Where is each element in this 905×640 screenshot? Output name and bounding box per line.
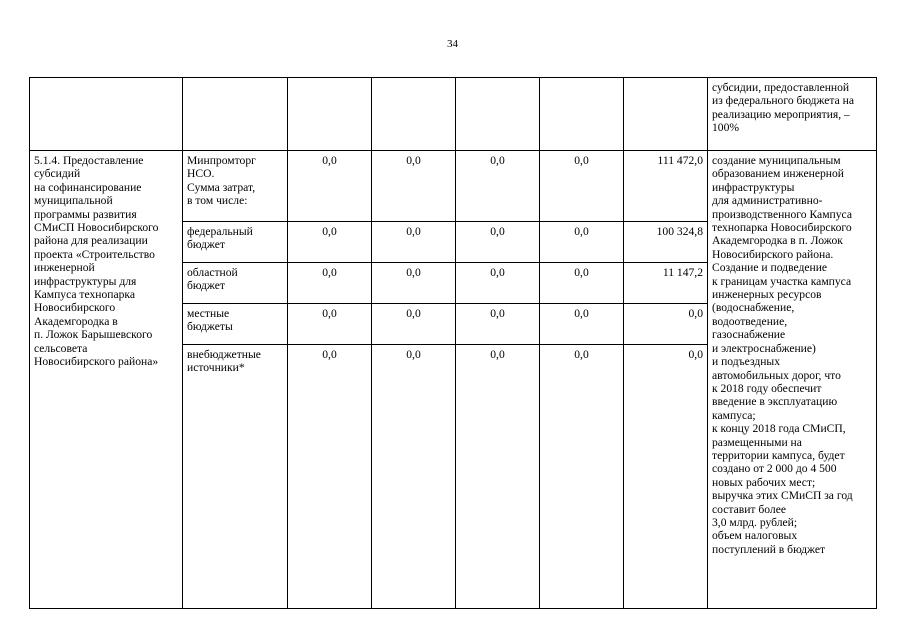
measure-result-cell: создание муниципальным образованием инженерной инфраструктуры для административно- производственного Кампуса технопарка Новосибирского Академгородка в п. Ложок Новосибирского района. Создание и подведение к границам участка кампуса инженерных ресурсов (водоснабжение, водоотведение, газоснабжение и электроснабжение) и подъездных автомобильных дорог, что к 2018 году обеспечит введение в эксплуатацию кампуса; к концу 2018 года СМиСП, размещенными на территории кампуса, будет создано от 2 000 до 4 500 новых рабочих мест; выручка этих СМиСП за год составит более 3,0 млрд. рублей; объем налоговых поступлений в бюджет xyxy=(708,151,877,609)
value-cell: 0,0 xyxy=(288,304,372,345)
table-cell xyxy=(372,78,456,151)
table-row-total xyxy=(30,151,877,222)
value-cell: 111 472,0 xyxy=(624,151,708,222)
value-cell: 0,0 xyxy=(456,345,540,609)
value-cell: 0,0 xyxy=(288,263,372,304)
value-cell: 0,0 xyxy=(372,263,456,304)
value-cell: 0,0 xyxy=(456,222,540,263)
value-cell: 0,0 xyxy=(372,151,456,222)
program-table xyxy=(29,77,877,609)
value-cell: 0,0 xyxy=(540,304,624,345)
value-cell: 11 147,2 xyxy=(624,263,708,304)
continuation-result-cell: субсидии, предоставленной из федерального бюджета на реализацию мероприятия, – 100% xyxy=(708,78,877,151)
value-cell: 0,0 xyxy=(456,304,540,345)
source-cell: местные бюджеты xyxy=(183,304,288,345)
value-cell: 0,0 xyxy=(540,151,624,222)
value-cell: 0,0 xyxy=(540,222,624,263)
table-cell xyxy=(30,78,183,151)
value-cell: 0,0 xyxy=(456,151,540,222)
table-cell xyxy=(183,78,288,151)
value-cell: 0,0 xyxy=(372,345,456,609)
value-cell: 0,0 xyxy=(540,345,624,609)
source-cell: федеральный бюджет xyxy=(183,222,288,263)
value-cell: 0,0 xyxy=(540,263,624,304)
table-cell xyxy=(456,78,540,151)
value-cell: 0,0 xyxy=(372,222,456,263)
value-cell: 0,0 xyxy=(624,304,708,345)
table-cell xyxy=(540,78,624,151)
value-cell: 100 324,8 xyxy=(624,222,708,263)
source-cell: Минпромторг НСО. Сумма затрат, в том числе: xyxy=(183,151,288,222)
page-number: 34 xyxy=(447,38,458,50)
measure-title-cell: 5.1.4. Предоставление субсидий на софинансирование муниципальной программы развития СМиСП Новосибирского района для реализации проекта «Строительство инженерной инфраструктуры для Кампуса технопарка Новосибирского Академгородка в п. Ложок Барышевского сельсовета Новосибирского района» xyxy=(30,151,183,609)
value-cell: 0,0 xyxy=(372,304,456,345)
source-cell: внебюджетные источники* xyxy=(183,345,288,609)
value-cell: 0,0 xyxy=(288,151,372,222)
table-row-continuation xyxy=(30,78,877,151)
source-cell: областной бюджет xyxy=(183,263,288,304)
value-cell: 0,0 xyxy=(624,345,708,609)
table-cell xyxy=(288,78,372,151)
value-cell: 0,0 xyxy=(288,345,372,609)
value-cell: 0,0 xyxy=(456,263,540,304)
table-cell xyxy=(624,78,708,151)
value-cell: 0,0 xyxy=(288,222,372,263)
